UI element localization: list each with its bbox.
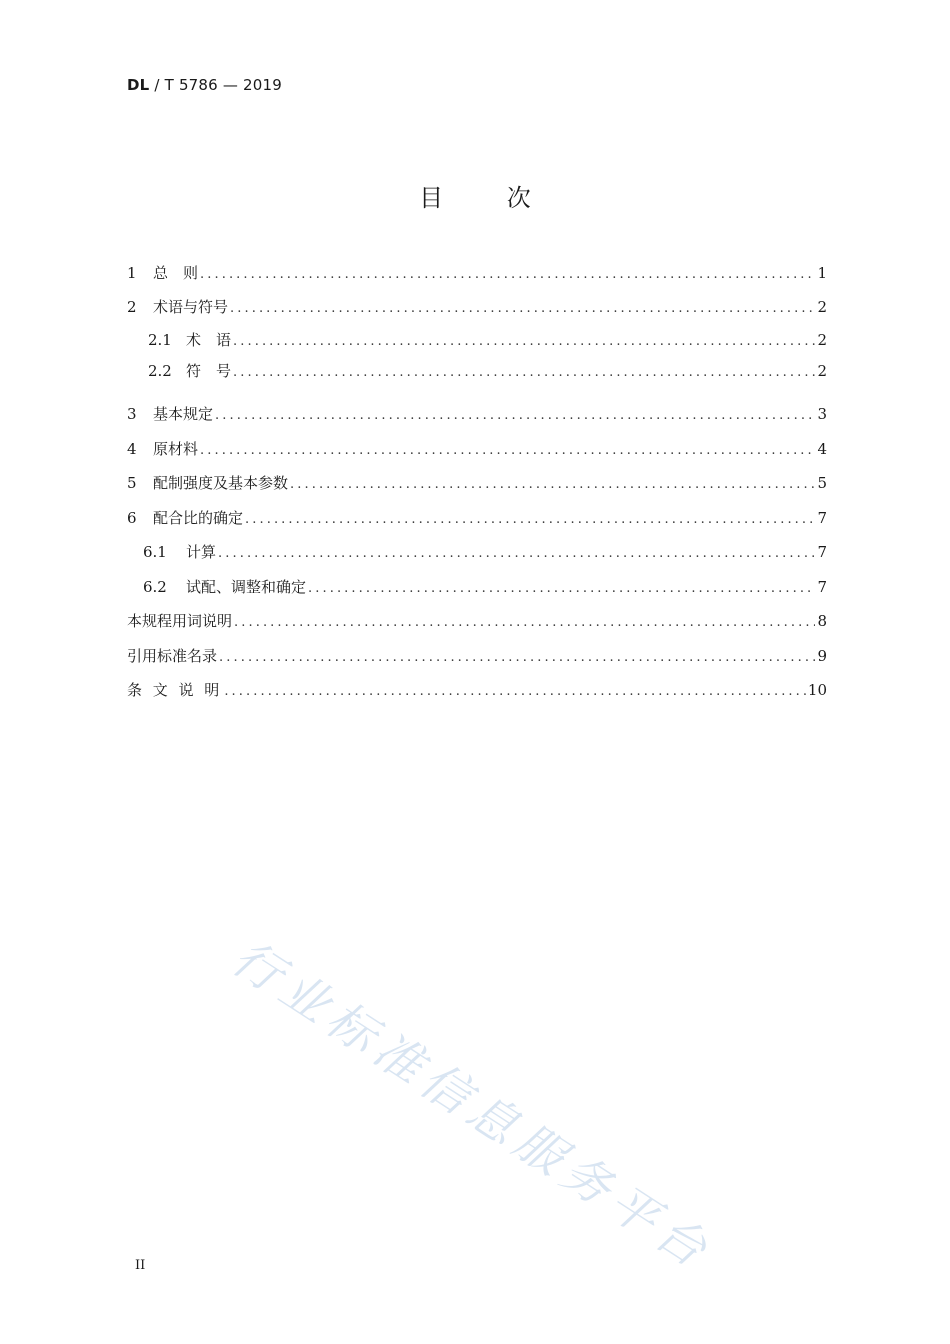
toc-leader-dots bbox=[215, 408, 815, 423]
toc-leader-dots bbox=[224, 684, 806, 699]
toc-entry[interactable] bbox=[127, 438, 827, 462]
document-code-rest: / T 5786 — 2019 bbox=[149, 76, 283, 94]
toc-entry-page: 2 bbox=[817, 362, 827, 380]
toc-entry[interactable] bbox=[148, 360, 827, 384]
toc-entry-number: 2.1 bbox=[148, 331, 172, 349]
toc-entry-page: 7 bbox=[817, 578, 827, 596]
toc-leader-dots bbox=[230, 301, 815, 316]
toc-entry-label: 基本规定 bbox=[153, 405, 214, 423]
toc-leader-dots bbox=[234, 615, 815, 630]
toc-entry-label: 引用标准名录 bbox=[127, 647, 218, 665]
toc-entry-page: 1 bbox=[817, 264, 827, 282]
toc-entry-label: 试配、调整和确定 bbox=[186, 578, 307, 596]
toc-entry-number: 4 bbox=[127, 440, 137, 458]
toc-entry[interactable] bbox=[127, 645, 827, 669]
toc-entry-number: 2.2 bbox=[148, 362, 172, 380]
toc-entry-label: 配制强度及基本参数 bbox=[153, 474, 289, 492]
toc-entry-page: 9 bbox=[817, 647, 827, 665]
toc-entry-page: 2 bbox=[817, 331, 827, 349]
toc-entry[interactable] bbox=[143, 541, 827, 565]
toc-entry-page: 5 bbox=[817, 474, 827, 492]
toc-entry-number: 1 bbox=[127, 264, 137, 282]
toc-entry-label: 配合比的确定 bbox=[153, 509, 244, 527]
toc-entry[interactable] bbox=[127, 507, 827, 531]
toc-entry-label: 原材料 bbox=[153, 440, 199, 458]
toc-entry-label: 计算 bbox=[186, 543, 217, 561]
toc-entry-number: 6.2 bbox=[143, 578, 167, 596]
toc-leader-dots bbox=[233, 365, 815, 380]
toc-entry-number: 6 bbox=[127, 509, 137, 527]
toc-entry[interactable] bbox=[127, 679, 827, 703]
toc-entry-page: 4 bbox=[817, 440, 827, 458]
toc-leader-dots bbox=[308, 581, 815, 596]
toc-entry-number: 3 bbox=[127, 405, 137, 423]
toc-leader-dots bbox=[218, 546, 815, 561]
toc-entry[interactable] bbox=[127, 403, 827, 427]
toc-entry[interactable] bbox=[127, 610, 827, 634]
toc-leader-dots bbox=[219, 650, 815, 665]
toc-leader-dots bbox=[200, 443, 815, 458]
toc-entry[interactable] bbox=[127, 296, 827, 320]
toc-entry[interactable] bbox=[127, 262, 827, 286]
toc-entry[interactable] bbox=[143, 576, 827, 600]
toc-leader-dots bbox=[233, 334, 815, 349]
page-number: II bbox=[135, 1258, 146, 1273]
toc-leader-dots bbox=[245, 512, 815, 527]
toc-entry-page: 7 bbox=[817, 509, 827, 527]
toc-entry-label: 条 文 说 明 bbox=[127, 681, 223, 699]
document-code-prefix: DL bbox=[127, 76, 150, 94]
toc-entry[interactable] bbox=[148, 329, 827, 353]
toc-entry-number: 2 bbox=[127, 298, 137, 316]
toc-entry-label: 本规程用词说明 bbox=[127, 612, 233, 630]
toc-entry-label: 总 则 bbox=[153, 264, 199, 282]
toc-entry-label: 符 号 bbox=[186, 362, 232, 380]
toc-entry-label: 术 语 bbox=[186, 331, 232, 349]
watermark: 行业标准信息服务平台 bbox=[222, 929, 723, 1282]
toc-leader-dots bbox=[290, 477, 815, 492]
toc-entry-page: 10 bbox=[807, 681, 827, 699]
toc-entry-page: 8 bbox=[817, 612, 827, 630]
toc-entry-label: 术语与符号 bbox=[153, 298, 229, 316]
toc-entry-page: 2 bbox=[817, 298, 827, 316]
toc-leader-dots bbox=[200, 267, 815, 282]
toc-entry-number: 6.1 bbox=[143, 543, 167, 561]
document-code bbox=[127, 76, 282, 94]
toc-entry[interactable] bbox=[127, 472, 827, 496]
toc-entry-page: 7 bbox=[817, 543, 827, 561]
page-title: 目 次 bbox=[419, 184, 559, 212]
toc-entry-page: 3 bbox=[817, 405, 827, 423]
toc-entry-number: 5 bbox=[127, 474, 137, 492]
